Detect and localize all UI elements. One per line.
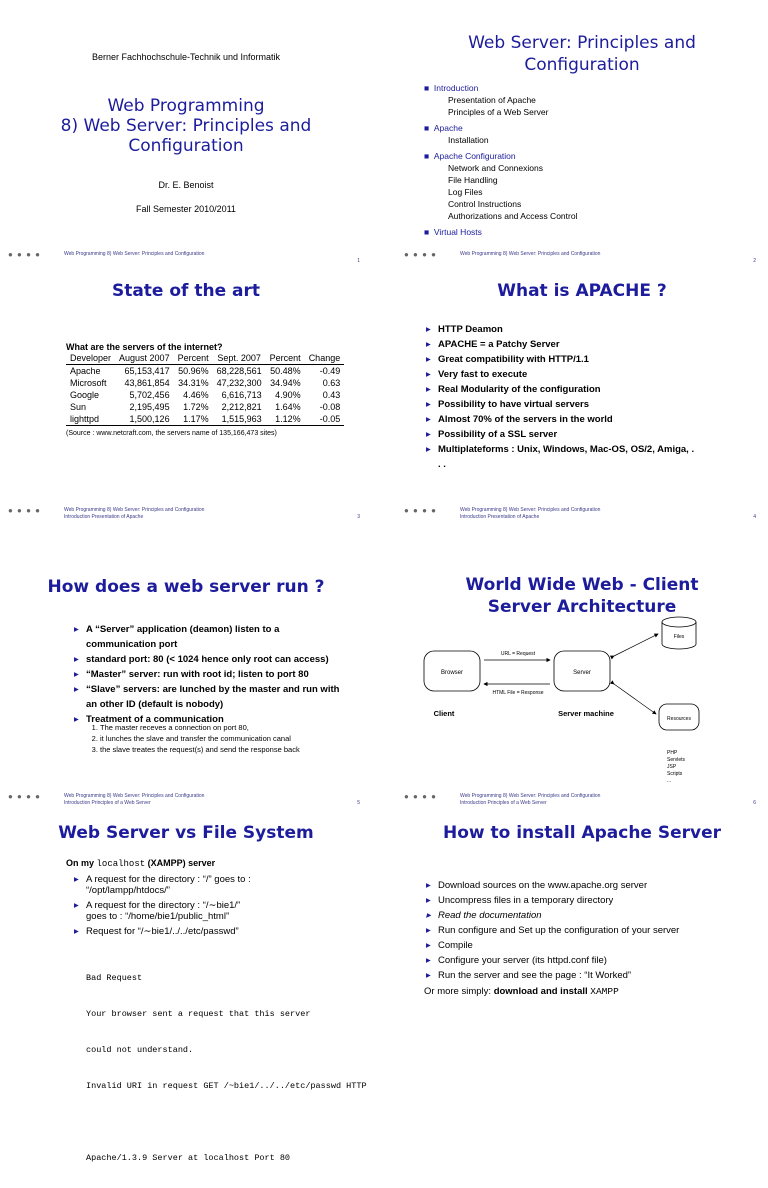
list-item: ▸ Run the server and see the page : “It Worked”: [424, 968, 754, 983]
cell: 1.17%: [183, 414, 209, 424]
filesystem-list: [72, 874, 252, 937]
architecture-diagram: [404, 614, 760, 794]
table-row: [66, 365, 344, 378]
lead-text-end: (XAMPP) server: [145, 858, 216, 868]
step-item: 3. the slave treates the request(s) and send the response back: [100, 744, 370, 755]
list-item: ▸ Multiplateforms : Unix, Windows, Mac-OS, OS/2, Amiga, . . .: [424, 442, 698, 472]
list-item: ▸ A “Server” application (deamon) listen to a communication port: [72, 622, 352, 652]
outline-sub[interactable]: Authorizations and Access Control: [448, 211, 578, 221]
footer-section: Introduction Presentation of Apache: [460, 514, 540, 520]
lead-text: On my: [66, 858, 97, 868]
cell: Apache: [70, 366, 101, 376]
list-item: ▸ standard port: 80 (< 1024 hence only root can access): [72, 652, 352, 667]
slide-install-apache: [404, 818, 760, 1024]
slide-footer: [8, 250, 364, 268]
cell: 1.72%: [183, 402, 209, 412]
footer-title: Web Programming 8) Web Server: Principles and Configuration: [64, 251, 205, 257]
list-item: ▸ Uncompress files in a temporary directory: [424, 893, 754, 908]
list-item: ▸ Configure your server (its httpd.conf file): [424, 953, 754, 968]
cell: 2,195,495: [129, 402, 170, 412]
nav-symbols-icon[interactable]: ● ● ● ●: [8, 250, 41, 259]
nav-symbols-icon[interactable]: ● ● ● ●: [404, 792, 437, 801]
slide-title: [404, 574, 760, 618]
slide-state-of-art: [8, 276, 364, 530]
cell: Microsoft: [70, 378, 107, 388]
cell: 2,212,821: [221, 402, 262, 412]
client-label: Client: [433, 709, 455, 718]
cell: 65,153,417: [124, 366, 170, 376]
slide-outline: [404, 20, 760, 274]
footer-title: Web Programming 8) Web Server: Principles and Configuration: [64, 793, 205, 799]
slide-title: How to install Apache Server: [442, 823, 722, 843]
step-item: 2. it lunches the slave and transfer the communication canal: [100, 733, 370, 744]
xampp-note: [424, 986, 619, 997]
servers-question: What are the servers of the internet?: [66, 342, 223, 352]
slide-footer: [8, 792, 364, 810]
error-code-block: [86, 948, 367, 1188]
list-item: ▸ A request for the directory : “/∼bie1/” goes to : “/home/bie1/public_html”: [72, 900, 252, 922]
tech-servlets: Servlets: [667, 757, 686, 763]
outline-sub[interactable]: Installation: [448, 135, 489, 145]
page-number: 6: [753, 800, 756, 806]
cell: 50.96%: [178, 366, 209, 376]
list-item: ▸ Request for “/∼bie1/../../etc/passwd”: [72, 926, 252, 937]
table-row: [66, 401, 344, 413]
nav-symbols-icon[interactable]: ● ● ● ●: [404, 506, 437, 515]
response-label: HTML File = Response: [492, 690, 544, 696]
slide-www-architecture: [404, 562, 760, 816]
list-item: ▸ APACHE = a Patchy Server: [424, 337, 744, 352]
outline-section[interactable]: ■ Apache Configuration: [424, 151, 516, 161]
col-header: August 2007: [115, 352, 174, 365]
code-line: Bad Request: [86, 973, 143, 983]
outline-sub[interactable]: File Handling: [448, 175, 498, 185]
outline-sub[interactable]: Network and Connexions: [448, 163, 543, 173]
list-item: ▸ Download sources on the www.apache.org server: [424, 878, 754, 893]
resources-arrow: [614, 684, 656, 714]
code-line: [86, 1116, 367, 1128]
request-label: URL = Request: [500, 651, 536, 657]
cell: 47,232,300: [216, 378, 262, 388]
footer-title: Web Programming 8) Web Server: Principles and Configuration: [460, 251, 601, 257]
section-label[interactable]: Apache: [433, 123, 463, 133]
cell: 50.48%: [270, 366, 301, 376]
note-xampp: XAMPP: [590, 986, 619, 997]
page-number: 3: [357, 514, 360, 520]
cell: 1,515,963: [221, 414, 262, 424]
nav-symbols-icon[interactable]: ● ● ● ●: [8, 792, 41, 801]
files-arrow: [614, 634, 658, 656]
cell: 0.43: [322, 390, 341, 400]
slide-title: What is APACHE ?: [497, 281, 667, 301]
page-number: 1: [357, 258, 360, 264]
cell: 1,500,126: [129, 414, 170, 424]
list-item: ▸ Treatment of a communication: [72, 712, 352, 727]
footer-section: Introduction Presentation of Apache: [64, 514, 144, 520]
server-machine-label: Server machine: [558, 709, 614, 718]
list-item: ▸ “Slave” servers: are lunched by the master and run with an other ID (default is nobody): [72, 682, 352, 712]
cell: Sun: [70, 402, 87, 412]
table-row: [66, 377, 344, 389]
list-item: ▸ Possibility of a SSL server: [424, 427, 744, 442]
list-item: ▸ HTTP Deamon: [424, 322, 744, 337]
cell: 1.12%: [275, 414, 301, 424]
note-text: Or more simply:: [424, 986, 494, 997]
slide-footer: [404, 250, 760, 268]
table-source: (Source : www.netcraft.com, the servers name of 135,166,473 sites): [66, 430, 277, 437]
cell: lighttpd: [70, 414, 100, 424]
slide-what-is-apache: [404, 276, 760, 530]
title-line-2: Configuration: [524, 55, 640, 75]
code-line: could not understand.: [86, 1045, 194, 1055]
outline-section[interactable]: ■ Apache: [424, 123, 463, 133]
lead-localhost: localhost: [96, 859, 146, 869]
localhost-lead: [66, 858, 215, 869]
slide-web-server-run: [8, 562, 364, 816]
title-line-2: Server Architecture: [487, 597, 677, 617]
slide-title: State of the art: [111, 281, 261, 301]
title-line-1: Web Programming: [107, 96, 265, 116]
cell: 0.63: [322, 378, 341, 388]
cell: 6,616,713: [221, 390, 262, 400]
col-header: Change: [305, 352, 345, 365]
slide-web-vs-filesystem: [8, 818, 367, 1163]
tech-more: ...: [667, 778, 672, 784]
cell: 5,702,456: [129, 390, 170, 400]
tech-scripts: Scripts: [667, 771, 683, 777]
list-item: ▸ Real Modularity of the configuration: [424, 382, 744, 397]
col-header: Percent: [174, 352, 213, 365]
slide-title: How does a web server run ?: [47, 577, 325, 597]
section-label[interactable]: Apache Configuration: [433, 151, 516, 161]
list-item: ▸ Possibility to have virtual servers: [424, 397, 744, 412]
footer-section: Introduction Principles of a Web Server: [460, 800, 547, 806]
list-item: ▸ Very fast to execute: [424, 367, 744, 382]
outline-sub[interactable]: Principles of a Web Server: [448, 107, 549, 117]
section-label[interactable]: Virtual Hosts: [433, 227, 482, 237]
outline-section[interactable]: ■ Introduction: [424, 83, 479, 93]
servers-table: [66, 352, 344, 426]
title-line-1: Web Server: Principles and: [468, 33, 696, 53]
page-number: 5: [357, 800, 360, 806]
browser-label: Browser: [440, 670, 464, 676]
slide-footer: [404, 506, 760, 524]
outline-list: [424, 82, 577, 238]
slide-footer: [8, 506, 364, 524]
nav-symbols-icon[interactable]: ● ● ● ●: [404, 250, 437, 259]
title-line-1: World Wide Web - Client: [465, 575, 699, 595]
title-line-2: 8) Web Server: Principles and: [60, 116, 312, 136]
server-label: Server: [573, 670, 591, 676]
list-item: ▸ “Master” server: run with root id; listen to port 80: [72, 667, 352, 682]
list-item: ▸ Compile: [424, 938, 754, 953]
slide-title: Web Server vs File System: [58, 823, 314, 843]
code-line: Your browser sent a request that this server: [86, 1009, 311, 1019]
outline-section[interactable]: ■ Virtual Hosts: [424, 227, 482, 237]
footer-title: Web Programming 8) Web Server: Principles and Configuration: [460, 793, 601, 799]
cell: 34.94%: [270, 378, 301, 388]
page-number: 2: [753, 258, 756, 264]
cell: 4.46%: [183, 390, 209, 400]
footer-title: Web Programming 8) Web Server: Principles and Configuration: [64, 507, 205, 513]
cell: 68,228,561: [216, 366, 262, 376]
author: Dr. E. Benoist: [158, 180, 214, 190]
cell: -0.05: [319, 414, 341, 424]
footer-section: Introduction Principles of a Web Server: [64, 800, 151, 806]
list-item: ▸ Great compatibility with HTTP/1.1: [424, 352, 744, 367]
table-row: [66, 389, 344, 401]
cell: 43,861,854: [124, 378, 170, 388]
list-item: ▸ Run configure and Set up the configuration of your server: [424, 923, 754, 938]
cell: 1.64%: [275, 402, 301, 412]
note-bold: download and install: [493, 986, 591, 997]
code-line: Apache/1.3.9 Server at localhost Port 80: [86, 1153, 291, 1163]
server-run-list: [72, 622, 352, 727]
communication-steps: [86, 722, 370, 755]
resources-label: Resources: [667, 716, 691, 722]
install-steps-list: [424, 878, 754, 983]
slide-title: [404, 32, 760, 76]
table-header-row: [66, 352, 344, 365]
slide-main-title: [8, 96, 364, 156]
apache-features-list: [424, 322, 744, 472]
cell: 4.90%: [275, 390, 301, 400]
cell: Google: [70, 390, 100, 400]
outline-sub[interactable]: Control Instructions: [448, 199, 522, 209]
title-line-3: Configuration: [128, 136, 244, 156]
col-header: Sept. 2007: [213, 352, 266, 365]
outline-sub[interactable]: Presentation of Apache: [448, 95, 536, 105]
table-row: [66, 413, 344, 426]
code-line: Invalid URI in request GET /~bie1/../../etc/passwd HTTP: [86, 1081, 367, 1091]
slide-footer: [404, 792, 760, 810]
semester: Fall Semester 2010/2011: [136, 204, 236, 214]
cell: -0.08: [319, 402, 341, 412]
outline-sub[interactable]: Log Files: [448, 187, 483, 197]
col-header: Percent: [266, 352, 305, 365]
tech-jsp: JSP: [667, 764, 677, 770]
page-number: 4: [753, 514, 756, 520]
files-cylinder-top: [662, 617, 696, 627]
list-item: ▸ A request for the directory : “/” goes to : “/opt/lampp/htdocs/”: [72, 874, 252, 896]
nav-symbols-icon[interactable]: ● ● ● ●: [8, 506, 41, 515]
list-item: ▸ Almost 70% of the servers in the world: [424, 412, 744, 427]
cell: -0.49: [319, 366, 341, 376]
cell: 34.31%: [178, 378, 209, 388]
footer-title: Web Programming 8) Web Server: Principles and Configuration: [460, 507, 601, 513]
school-name: Berner Fachhochschule-Technik und Informatik: [91, 52, 281, 62]
files-label: Files: [673, 634, 685, 640]
section-label[interactable]: Introduction: [433, 83, 479, 93]
tech-php: PHP: [667, 750, 678, 756]
col-header: Developer: [66, 352, 115, 365]
list-item: ▸ Read the documentation: [424, 908, 754, 923]
slide-title: [8, 20, 364, 274]
step-item: 1. The master receves a connection on port 80,: [100, 722, 370, 733]
